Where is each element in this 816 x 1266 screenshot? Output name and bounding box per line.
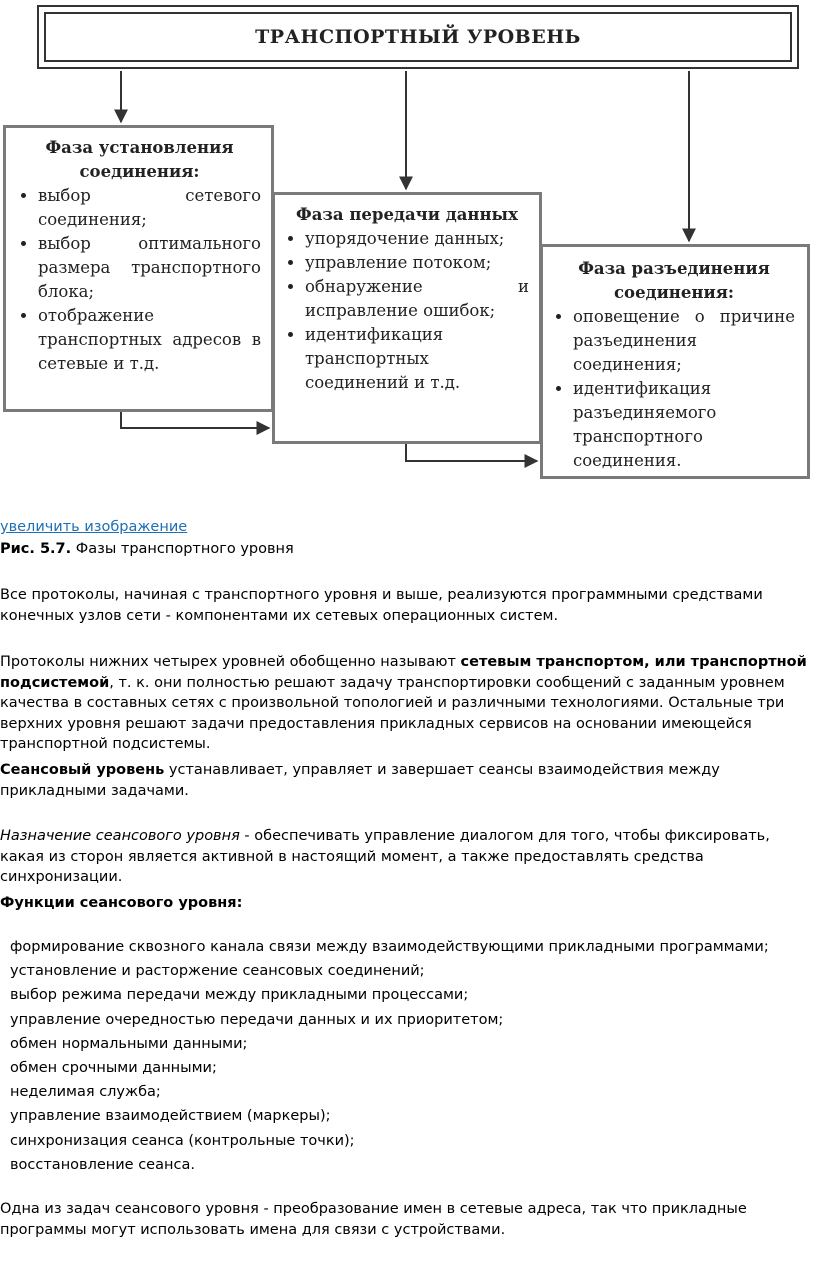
phase-setup-box [3,125,274,412]
list-item: неделимая служба; [10,1084,161,1101]
italic-term: Назначение сеансового уровня [0,828,240,844]
figure-caption [0,539,812,560]
diagram-title: ТРАНСПОРТНЫЙ УРОВЕНЬ [255,26,581,48]
list-item: управление взаимодействием (маркеры); [10,1108,331,1125]
bold-term: сетевым транспортом, или транспортной подсистемой [0,654,807,691]
caption-text: Фазы транспортного уровня [71,541,294,557]
caption-label: Рис. 5.7. [0,541,72,557]
phase-item: • идентификация транспортных соединений и т.д. [305,323,529,395]
paragraph: Одна из задач сеансового уровня - преобразование имен в сетевые адреса, так что прикладные программы могут использовать имена для связи с устройствами. [0,1201,747,1238]
paragraph: Назначение сеансового уровня - обеспечивать управление диалогом для того, чтобы фиксировать, какая из сторон является активной в настоящий момент, а также предоставлять средства синхронизации. [0,828,770,885]
section-heading: Функции сеансового уровня: [0,895,243,911]
enlarge-link-row [0,517,812,538]
list-item: восстановление сеанса. [10,1156,195,1173]
phase-item: • отображение транспортных адресов в сетевые и т.д. [38,304,261,376]
list-item: формирование сквозного канала связи между взаимодействующими прикладными программами; [10,939,769,955]
arrow-setup-to-transfer [121,412,269,428]
list-item: обмен нормальными данными; [10,1035,248,1052]
phase-title: Фаза установления соединения: [45,138,234,181]
phase-title: Фаза передачи данных [296,205,518,224]
phase-title: Фаза разъединения соединения: [578,259,770,302]
transport-layer-diagram [0,0,816,500]
paragraph: Все протоколы, начиная с транспортного уровня и выше, реализуются программными средствами конечных узлов сети - компонентами их сетевых операционных систем. [0,587,763,624]
phase-item: • оповещение о причине разъединения соединения; [573,305,795,377]
phase-item: • упорядочение данных; [305,227,529,251]
paragraph: Сеансовый уровень устанавливает, управляет и завершает сеансы взаимодействия между прикладными задачами. [0,762,720,799]
list-item: обмен срочными данными; [10,1060,217,1077]
phase-item: • выбор оптимального размера транспортного блока; [38,232,261,304]
phase-item: • управление потоком; [305,251,529,275]
list-item: синхронизация сеанса (контрольные точки); [10,1132,355,1149]
list-item: установление и расторжение сеансовых соединений; [10,963,425,980]
functions-list [10,935,800,1177]
arrow-transfer-to-release [406,444,537,461]
phase-item: • выбор сетевого соединения; [38,184,261,232]
phase-release-box [540,244,810,479]
phase-item: • обнаружение и исправление ошибок; [305,275,529,323]
phase-item: • идентификация разъединяемого транспортного соединения. [573,377,795,473]
paragraph: Протоколы нижних четырех уровней обобщенно называют сетевым транспортом, или транспортной подсистемой, т. к. они полностью решают задачу транспортировки сообщений с заданным уровнем качества в составных сетях с произвольной топологией и различными технологиями. Остальные три верхних уровня решают задачи предоставления прикладных сервисов на основании имеющейся транспортной подсистемы. [0,654,807,752]
diagram-title-box [37,5,799,69]
phase-transfer-box [272,192,542,444]
enlarge-image-link[interactable]: увеличить изображение [0,519,188,535]
bold-term: Сеансовый уровень [0,762,165,778]
list-item: управление очередностью передачи данных и их приоритетом; [10,1011,504,1028]
list-item: выбор режима передачи между прикладными процессами; [10,987,469,1004]
